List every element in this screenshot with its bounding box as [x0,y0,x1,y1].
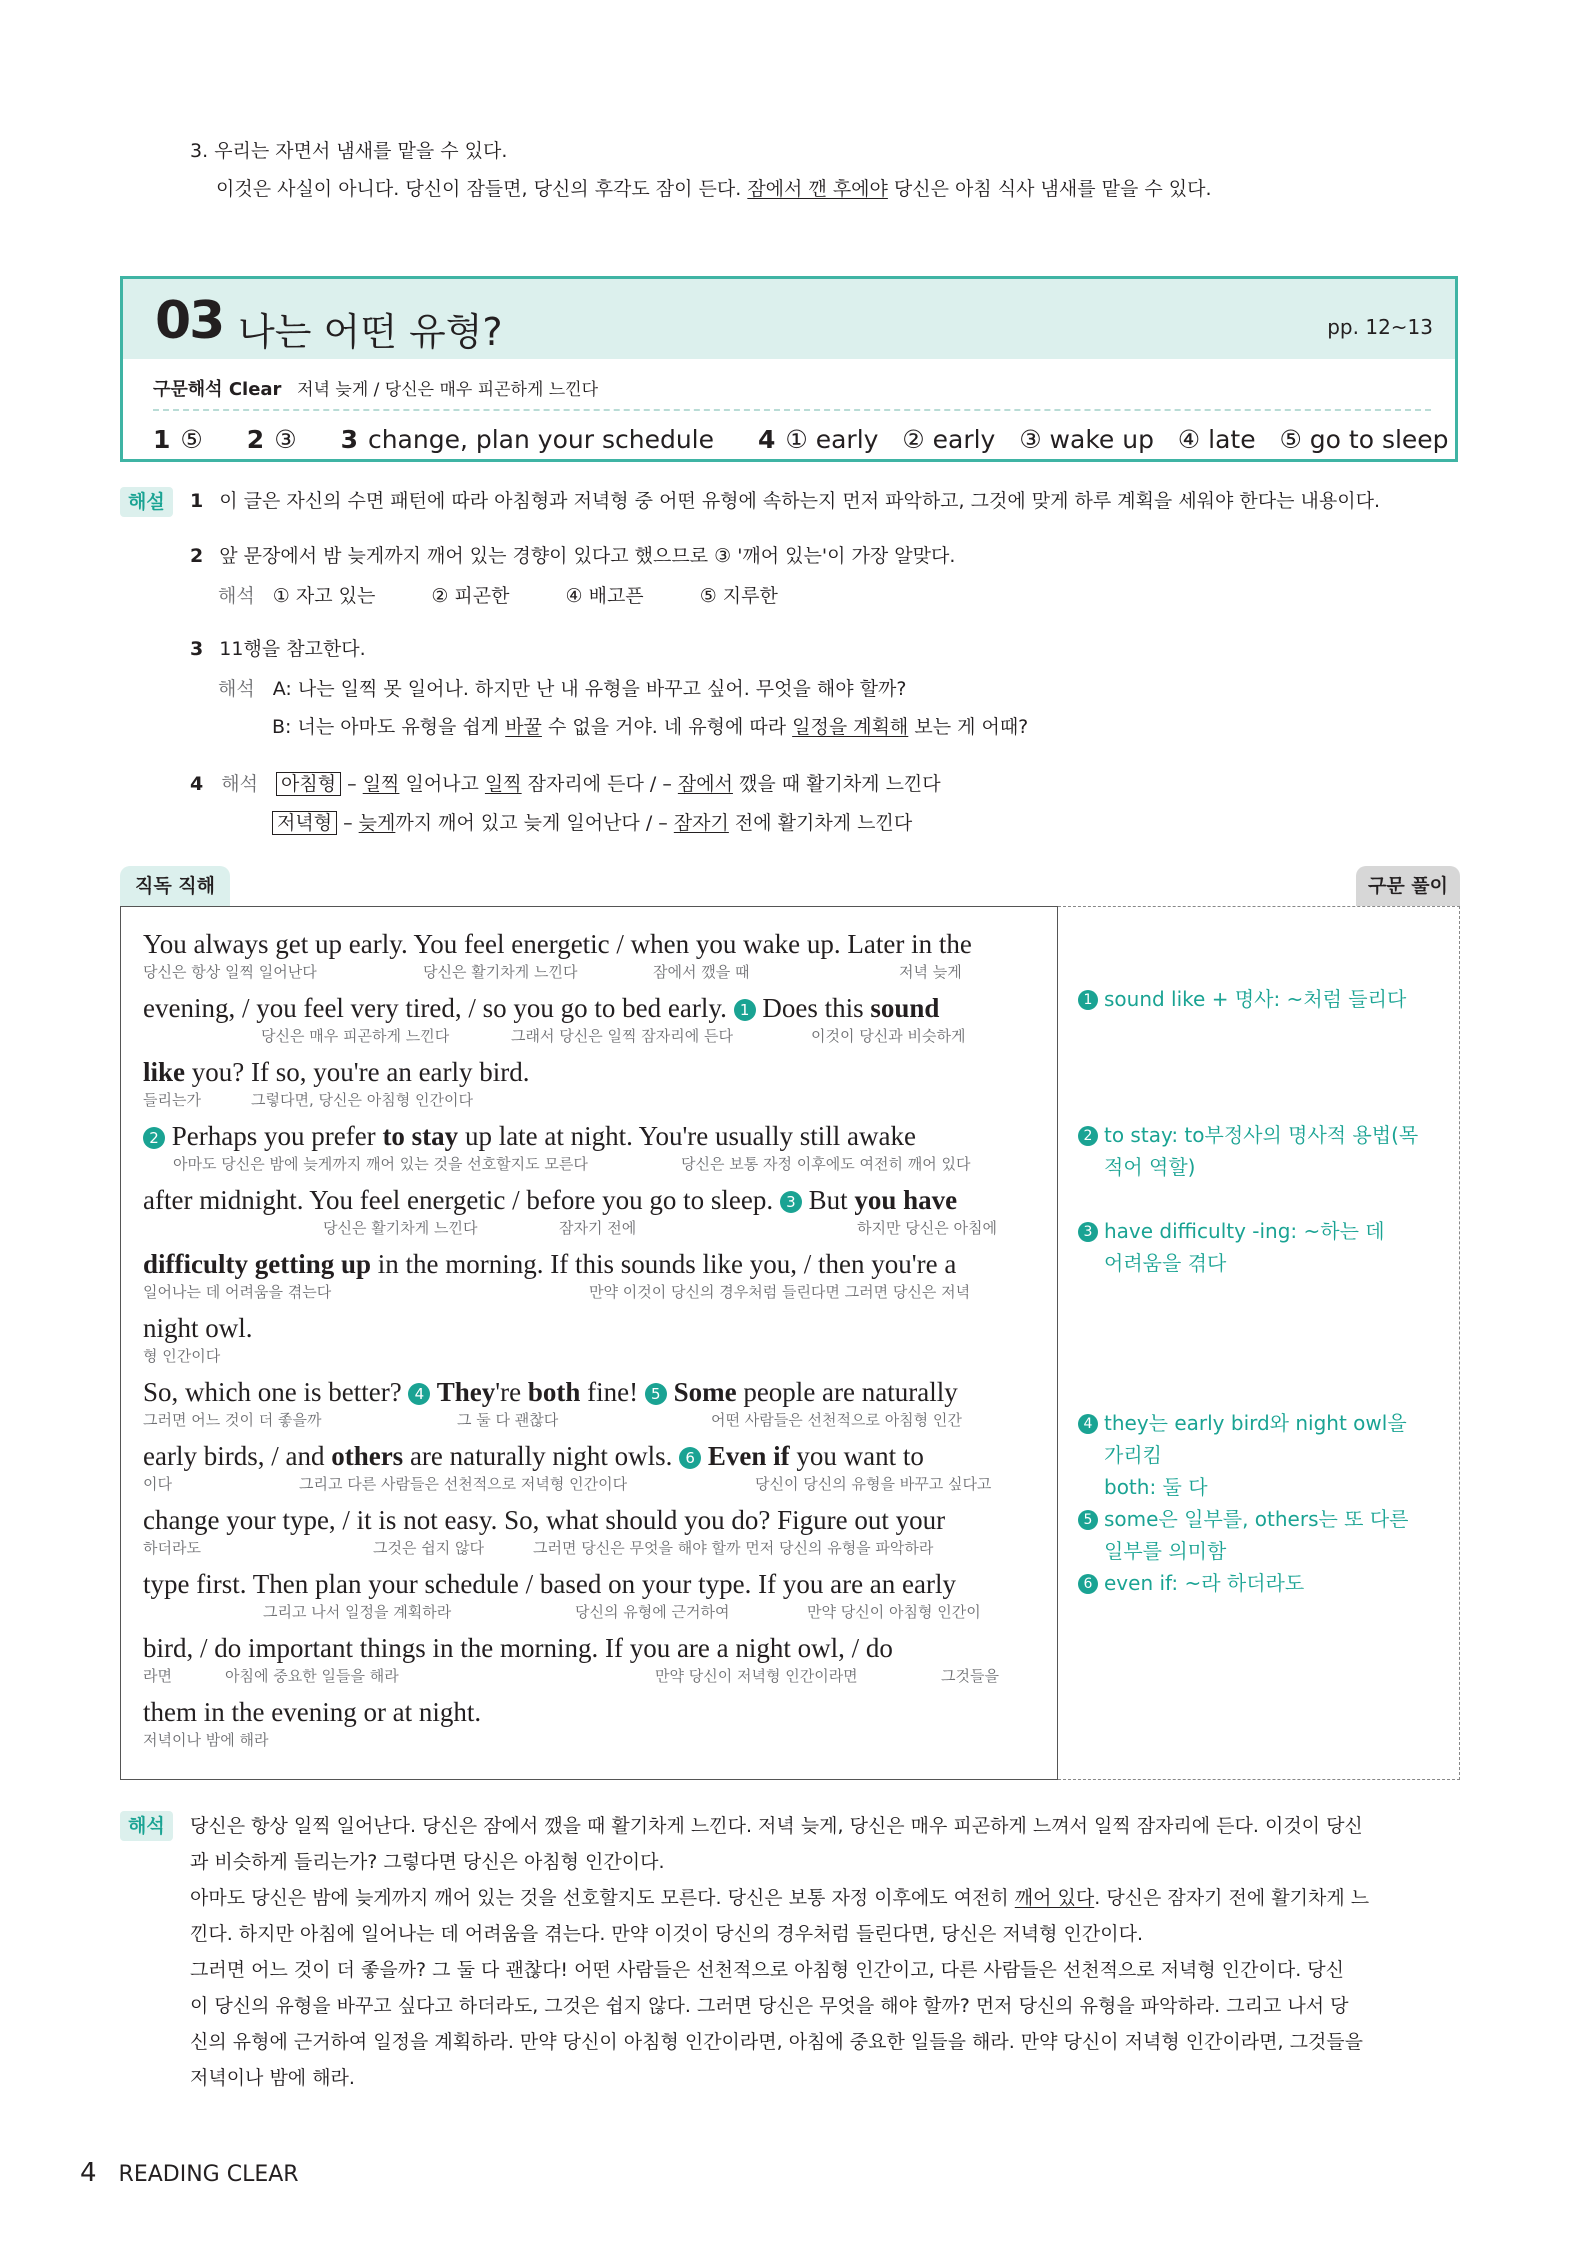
q3-dialogue-a [218,676,906,702]
text-run: 잠자리에 든다 / – [521,773,678,795]
text-run: Does this [755,993,871,1023]
full-translation [190,1808,1462,2096]
text-run: you want to [789,1441,924,1471]
reading-line: change your type, / it is not easy. So, what should you do? Figure out your [143,1505,946,1535]
note-number: 3 [1078,1222,1098,1242]
gloss: 형 인간이다 [143,1347,221,1365]
reading-line: them in the evening or at night. [143,1697,482,1727]
translation-line: 당신은 항상 일찍 일어난다. 당신은 잠에서 깼을 때 활기차게 느낀다. 저녁 늦게, 당신은 매우 피곤하게 느껴서 일찍 잠자리에 든다. 이것이 당신 [190,1815,1363,1837]
q-text: 앞 문장에서 밤 늦게까지 깨어 있는 경향이 있다고 했으므로 ③ '깨어 있는'이 가장 알맞다. [219,545,956,567]
text-run: in the morning. If this sounds like you, / then you're a [371,1249,957,1279]
reading-line [143,1121,916,1151]
bold-text: to stay [382,1121,459,1151]
reading-line [143,993,939,1023]
gloss: 잠자기 전에 [559,1219,637,1237]
unit-title: 나는 어떤 유형? [238,310,503,354]
gloss: 그것들을 [941,1667,999,1685]
bold-text: like [143,1057,186,1087]
text-run: 아마도 당신은 밤에 늦게까지 깨어 있는 것을 선호할지도 모른다. 당신은 보통 자정 이후에도 여전히 [190,1887,1015,1909]
explanation-q4-morning [190,771,941,797]
bold-text: sound [870,993,940,1023]
option: ④ 배고픈 [565,585,644,607]
answer-value: ⑤ [180,425,203,454]
gloss: 당신은 보통 자정 이후에도 여전히 깨어 있다 [681,1155,971,1173]
translation-badge [120,1811,173,1838]
text-run: B: 너는 아마도 유형을 쉽게 [272,716,506,738]
gloss: 아마도 당신은 밤에 늦게까지 깨어 있는 것을 선호할지도 모른다 [173,1155,588,1173]
note-number: 2 [1078,1126,1098,1146]
q-text: 이 글은 자신의 수면 패턴에 따라 아침형과 저녁형 중 어떤 유형에 속하는지 먼저 파악하고, 그것에 맞게 하루 계획을 세워야 한다는 내용이다. [219,490,1380,512]
clear-label: 구문해석 Clear [153,379,282,400]
explanation-q4-evening [272,810,912,836]
gloss: 당신은 활기차게 느낀다 [323,1219,478,1237]
gloss: 그것은 쉽지 않다 [373,1539,484,1557]
note-3 [1078,1215,1448,1279]
gloss: 그러면 어느 것이 더 좋을까 [143,1411,322,1429]
dashed-divider [153,409,1431,411]
reading-line [143,1441,924,1471]
reading-line [143,1185,957,1215]
bold-text: They [430,1377,496,1407]
note-number: 5 [1078,1510,1098,1530]
gloss: 당신은 활기차게 느낀다 [423,963,578,981]
note-text: sound like + 명사: ~처럼 들리다 [1104,987,1407,1011]
bold-text: others [331,1441,404,1471]
answer-value: change, plan your schedule [367,425,714,454]
answer-value: ③ [274,425,297,454]
q3-dialogue-b [272,714,1028,740]
answer-number: 4 [757,425,776,454]
note-text: 적어 역할) [1104,1155,1196,1179]
translation-line: 그러면 어느 것이 더 좋을까? 그 둘 다 괜찮다! 어떤 사람들은 선천적으로 아침형 인간이고, 다른 사람들은 선천적으로 저녁형 인간이다. 당신 [190,1959,1345,1981]
gloss: 당신은 항상 일찍 일어난다 [143,963,317,981]
text-run: . 당신은 잠자기 전에 활기차게 느 [1094,1887,1370,1909]
underlined-text: 일찍 [362,773,400,795]
answer-key [153,425,1449,454]
gloss: 하더라도 [143,1539,201,1557]
note-text: to stay: to부정사의 명사적 용법(목 [1104,1123,1419,1147]
note-5 [1078,1503,1448,1567]
underlined-text: 바꿀 [505,716,542,738]
note-text: 가리킴 [1104,1443,1162,1467]
gloss: 그리고 다른 사람들은 선천적으로 저녁형 인간이다 [299,1475,628,1493]
gloss: 일어나는 데 어려움을 겪는다 [143,1283,332,1301]
reading-line: bird, / do important things in the morning. If you are a night owl, / do [143,1633,893,1663]
sentence-number: 3 [780,1191,802,1213]
answer-number: 3 [340,425,358,454]
text-run: 보는 게 어때? [908,716,1029,738]
gloss: 어떤 사람들은 선천적으로 아침형 인간 [711,1411,962,1429]
bold-text: Even if [701,1441,790,1471]
label-haeseok: 해석 [218,678,255,700]
q-number: 1 [190,490,204,512]
bold-text: Some [666,1377,737,1407]
page-footer [80,2158,299,2188]
underlined-text: 일찍 [484,773,522,795]
text-run: 당신은 아침 식사 냄새를 맡을 수 있다. [887,178,1212,200]
sentence-number: 5 [645,1383,667,1405]
text-run: you? If so, you're an early bird. [185,1057,530,1087]
bold-text: difficulty getting up [143,1249,372,1279]
note-1 [1078,983,1406,1015]
gloss: 당신은 매우 피곤하게 느낀다 [261,1027,450,1045]
text-run: 일어나고 [399,773,485,795]
underlined-text: 늦게 [358,812,396,834]
label-haeseok: 해석 [218,585,255,607]
explanation-q1 [190,488,1380,514]
tab-direct-reading: 직독 직해 [120,866,230,906]
gloss: 하지만 당신은 아침에 [857,1219,997,1237]
translation-line: 저녁이나 밤에 해라. [190,2067,355,2089]
top-item-line1 [190,138,507,164]
reading-line [143,1249,956,1279]
badge-label: 해석 [120,1811,173,1841]
sentence-number: 4 [408,1383,430,1405]
grammar-notes-box [1058,906,1460,1780]
bold-text: you have [854,1185,958,1215]
type-box-morning: 아침형 [276,772,341,796]
gloss: 들리는가 [143,1091,201,1109]
clear-text: 저녁 늦게 / 당신은 매우 피곤하게 느낀다 [297,380,599,400]
translation-line: 과 비슷하게 들리는가? 그렇다면 당신은 아침형 인간이다. [190,1851,665,1873]
explanation-q2 [190,543,955,569]
text-run: So, which one is better? [143,1377,409,1407]
tab-grammar-notes: 구문 풀이 [1356,866,1460,906]
book-title: READING CLEAR [118,2162,299,2187]
answer-number: 2 [246,425,265,454]
note-number: 1 [1078,990,1098,1010]
sentence-number: 1 [734,999,756,1021]
text-run: evening, / you feel very tired, / so you go to bed early. [143,993,734,1023]
answer-value: ① early ② early ③ wake up ④ late ⑤ go to sleep [785,425,1449,454]
text-run: – [337,812,359,834]
gloss: 당신의 유형에 근거하여 [575,1603,730,1621]
gloss: 그리고 나서 일정을 계획하라 [263,1603,452,1621]
gloss: 이것이 당신과 비슷하게 [811,1027,966,1045]
translation-line [190,1880,1462,1916]
underlined-text: 잠에서 [677,773,733,795]
dialogue-line: A: 나는 일찍 못 일어나. 하지만 난 내 유형을 바꾸고 싶어. 무엇을 해야 할까? [272,678,907,700]
gloss: 만약 당신이 저녁형 인간이라면 [655,1667,858,1685]
text-run: 이것은 사실이 아니다. 당신이 잠들면, 당신의 후각도 잠이 든다. [216,178,748,200]
gloss: 저녁 늦게 [899,963,962,981]
reading-line: night owl. [143,1313,253,1343]
translation-line: 낀다. 하지만 아침에 일어나는 데 어려움을 겪는다. 만약 이것이 당신의 경우처럼 들린다면, 당신은 저녁형 인간이다. [190,1923,1143,1945]
option: ⑤ 지루한 [699,585,778,607]
item-text: 우리는 자면서 냄새를 맡을 수 있다. [214,140,508,162]
text-run: after midnight. You feel energetic / before you go to sleep. [143,1185,780,1215]
gloss: 아침에 중요한 일들을 해라 [225,1667,399,1685]
gloss: 만약 당신이 아침형 인간이 [807,1603,981,1621]
gloss: 저녁이나 밤에 해라 [143,1731,269,1749]
reading-line: type first. Then plan your schedule / based on your type. If you are an early [143,1569,956,1599]
note-4 [1078,1407,1448,1503]
option: ② 피곤한 [431,585,510,607]
text-run: early birds, / and [143,1441,332,1471]
unit-header-box [120,276,1458,462]
gloss: 당신이 당신의 유형을 바꾸고 싶다고 [755,1475,992,1493]
gloss: 만약 이것이 당신의 경우처럼 들린다면 그러면 당신은 저녁 [589,1283,971,1301]
text-run: 전에 활기차게 느낀다 [728,812,913,834]
q-number: 2 [190,545,204,567]
text-run: are naturally night owls. [403,1441,680,1471]
unit-pages: pp. 12~13 [1327,315,1433,339]
explanation-q3 [190,636,366,662]
sentence-number: 6 [679,1447,701,1469]
top-item-line2 [216,176,1212,202]
reading-box [120,906,1058,1780]
underlined-text: 일정을 계획해 [792,716,909,738]
underlined-text: 잠에서 깬 후에야 [747,178,888,200]
text-run: 까지 깨어 있고 늦게 일어난다 / – [395,812,674,834]
translation-line: 이 당신의 유형을 바꾸고 싶다고 하더라도, 그것은 쉽지 않다. 그러면 당신은 무엇을 해야 할까? 먼저 당신의 유형을 파악하라. 그리고 나서 당 [190,1995,1349,2017]
text-run: Perhaps you prefer [165,1121,383,1151]
label-haeseok: 해석 [221,773,258,795]
badge-label: 해설 [120,487,173,517]
note-2 [1078,1119,1448,1183]
sentence-number: 2 [143,1127,165,1149]
reading-line [143,1057,530,1087]
reading-line: You always get up early. You feel energetic / when you wake up. Later in the [143,929,972,959]
text-run: people are naturally [736,1377,958,1407]
clear-line [153,375,598,401]
note-text: both: 둘 다 [1104,1475,1208,1499]
note-number: 4 [1078,1414,1098,1434]
text-run: fine! [580,1377,645,1407]
note-text: even if: ~라 하더라도 [1104,1571,1305,1595]
note-number: 6 [1078,1574,1098,1594]
underlined-text: 깨어 있다 [1014,1887,1095,1909]
gloss: 이다 [143,1475,172,1493]
note-6 [1078,1567,1304,1599]
translation-line: 신의 유형에 근거하여 일정을 계획하라. 만약 당신이 아침형 인간이라면, 아침에 중요한 일들을 해라. 만약 당신이 저녁형 인간이라면, 그것들을 [190,2031,1364,2053]
bold-text: both [527,1377,581,1407]
gloss: 그래서 당신은 일찍 잠자리에 든다 [511,1027,733,1045]
text-run: But [801,1185,855,1215]
note-text: have difficulty -ing: ~하는 데 [1104,1219,1385,1243]
gloss: 잠에서 깼을 때 [653,963,750,981]
unit-number: 03 [155,291,224,351]
type-box-evening: 저녁형 [272,811,337,835]
note-text: 일부를 의미함 [1104,1539,1227,1563]
note-text: some은 일부를, others는 또 다른 [1104,1507,1409,1531]
reading-line [143,1377,958,1407]
note-text: 어려움을 겪다 [1104,1251,1227,1275]
q-text: 11행을 참고한다. [219,638,366,660]
gloss: 그렇다면, 당신은 아침형 인간이다 [251,1091,473,1109]
item-number: 3. [190,140,209,162]
gloss: 그러면 당신은 무엇을 해야 할까 먼저 당신의 유형을 파악하라 [533,1539,934,1557]
gloss: 라면 [143,1667,172,1685]
text-run: – [341,773,363,795]
q2-options [218,583,778,609]
answer-number: 1 [153,425,171,454]
underlined-text: 잠자기 [673,812,729,834]
option: ① 자고 있는 [272,585,376,607]
page-number: 4 [80,2158,97,2188]
text-run: 수 없을 거야. 네 유형에 따라 [541,716,793,738]
q-number: 4 [190,773,204,795]
text-run: 깼을 때 활기차게 느낀다 [732,773,941,795]
text-run: 're [495,1377,528,1407]
note-text: they는 early bird와 night owl을 [1104,1411,1407,1435]
gloss: 그 둘 다 괜찮다 [457,1411,559,1429]
text-run: up late at night. You're usually still awake [458,1121,916,1151]
q-number: 3 [190,638,204,660]
explanation-badge [120,487,173,514]
